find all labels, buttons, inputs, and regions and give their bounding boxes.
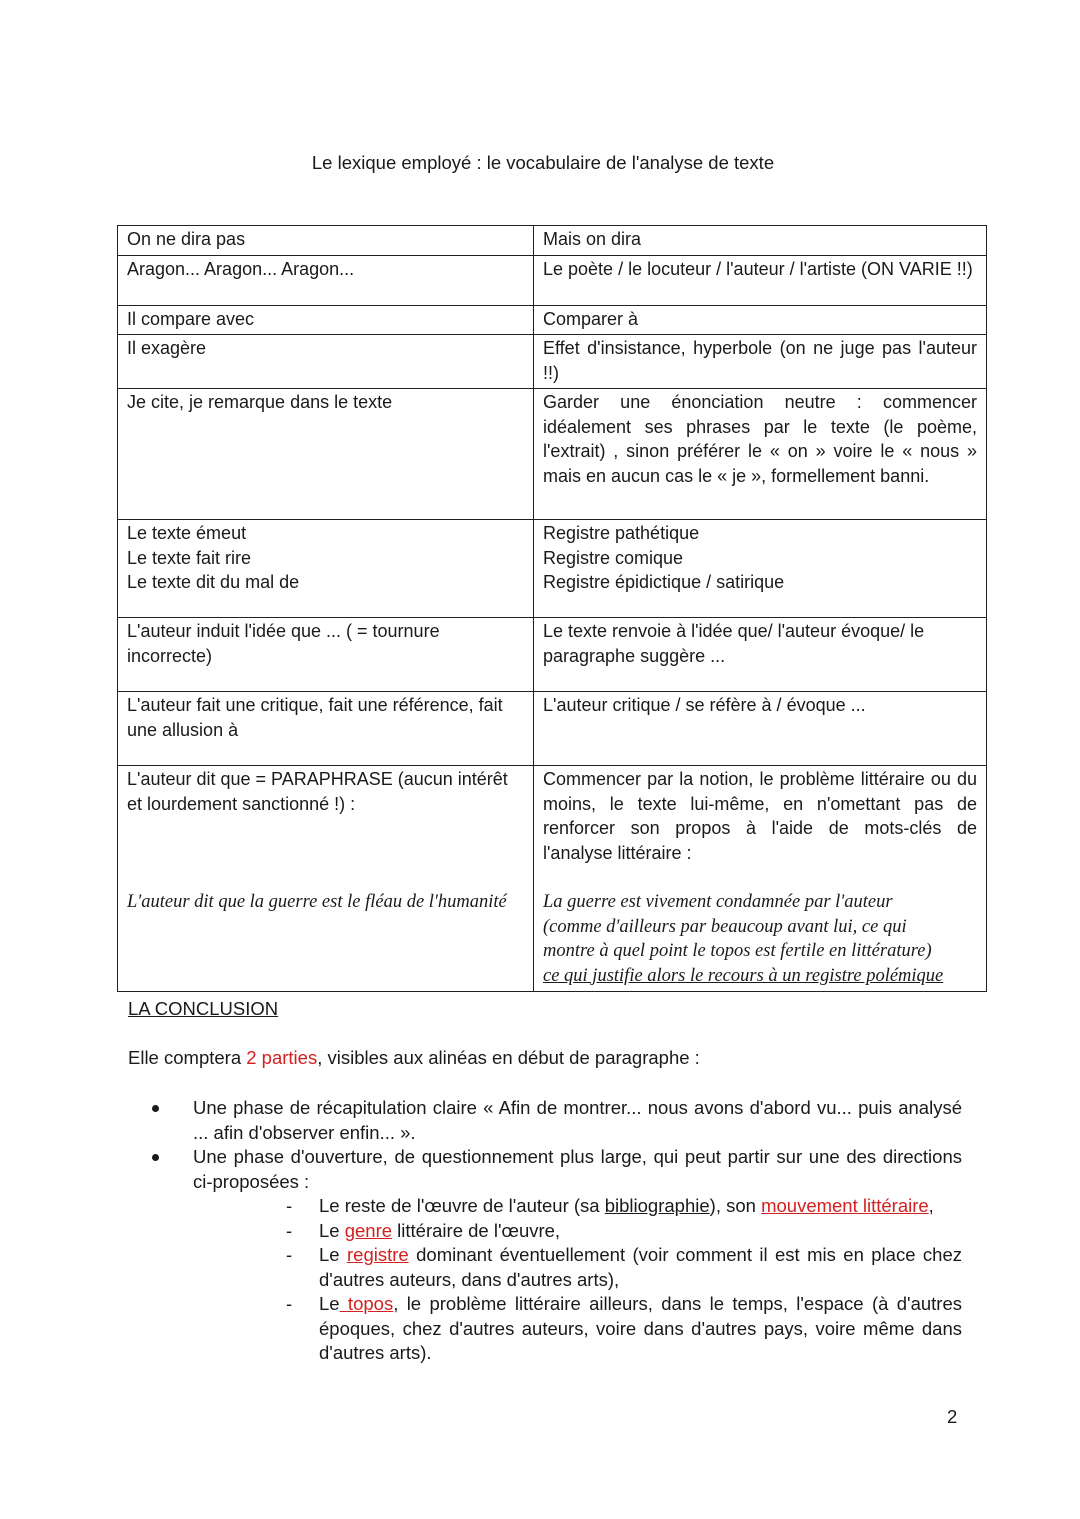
dash-marker: -: [286, 1195, 293, 1216]
table-row: [118, 618, 987, 692]
table-cell-right: Le poète / le locuteur / l'auteur / l'artiste (ON VARIE !!): [534, 255, 987, 305]
sub-list-item: - Le genre littéraire de l'œuvre,: [319, 1219, 962, 1244]
bullet-icon: [152, 1154, 159, 1161]
table-cell-left: Il exagère: [118, 335, 534, 389]
page-title: Le lexique employé : le vocabulaire de l'analyse de texte: [311, 152, 775, 173]
table-cell-left: L'auteur dit que = PARAPHRASE (aucun intérêt et lourdement sanctionné !) : L'auteur dit que la guerre est le fléau de l'humanité: [118, 766, 534, 992]
example-correct: La guerre est vivement condamnée par l'auteur (comme d'ailleurs par beaucoup avant lui, ce qui montre à quel point le topos est fertile en littérature) ce qui justifie alors le recours à un registre polémique: [543, 892, 944, 986]
sub-list-item: - Le registre dominant éventuellement (voir comment il est mis en place chez d'autres auteurs, dans d'autres arts),: [286, 1244, 963, 1290]
table-cell-left: Il compare avec: [118, 305, 534, 335]
table-row: [118, 692, 987, 766]
table-row: [118, 335, 987, 389]
table-header-right: Mais on dira: [534, 226, 987, 256]
table-cell-right: Effet d'insistance, hyperbole (on ne juge pas l'auteur !!): [534, 335, 987, 389]
table-cell-right: Comparer à: [534, 305, 987, 335]
list-item: Une phase de récapitulation claire « Afin de montrer... nous avons d'abord vu... puis analysé ... afin d'observer enfin... ».: [150, 1096, 962, 1145]
table-cell-left: Je cite, je remarque dans le texte: [118, 389, 534, 520]
table-row: [118, 255, 987, 305]
table-header-left: On ne dira pas: [118, 226, 534, 256]
section-title: LA CONCLUSION: [128, 998, 279, 1019]
table-cell-right: Registre pathétique Registre comique Registre épidictique / satirique: [534, 520, 987, 618]
example-wrong: L'auteur dit que la guerre est le fléau de l'humanité: [127, 892, 507, 912]
table-cell-left: Le texte émeut Le texte fait rire Le texte dit du mal de: [118, 520, 534, 618]
table-row: [118, 520, 987, 618]
dash-marker: -: [286, 1219, 293, 1241]
table-cell-right: Commencer par la notion, le problème littéraire ou du moins, le texte lui-même, en n'omettant pas de renforcer son propos à l'aide de mots-clés de l'analyse littéraire : La guerre est vivement condamnée par l'auteur (comme d'ailleurs par beaucoup avant lui, ce qui montre à quel point le topos est fertile en littérature) ce qui justifie alors le recours à un registre polémique: [534, 766, 987, 992]
dash-marker: -: [286, 1293, 293, 1314]
table-cell-right: L'auteur critique / se réfère à / évoque ...: [534, 692, 987, 766]
table-row: [118, 766, 987, 992]
table-cell-left: L'auteur fait une critique, fait une référence, fait une allusion à: [118, 692, 534, 766]
conclusion-intro: Elle comptera 2 parties, visibles aux alinéas en début de paragraphe :: [128, 1047, 700, 1068]
page-number: 2: [947, 1406, 958, 1427]
list-item: Une phase d'ouverture, de questionnement plus large, qui peut partir sur une des directions ci-proposées : - Le reste de l'œuvre de l'auteur (sa bibliographie), son mouvement littéraire, - Le genre littéraire de l'œuvre, - Le registre dominant éventuellement (voir comment il est mis en place chez d'autres auteurs, dans d'autres arts), - Le topos, le problème littéraire ailleurs, dans le temps, l'espace (à d'autres époques, chez d'autres auteurs, voire dans d'autres pays, voire même dans d'autres arts).: [150, 1145, 962, 1366]
dash-marker: -: [286, 1244, 293, 1265]
table-cell-left: L'auteur induit l'idée que ... ( = tournure incorrecte): [118, 618, 534, 692]
table-row: [118, 305, 987, 335]
sub-list: [193, 1194, 962, 1366]
vocabulary-table: [117, 225, 987, 992]
table-cell-right: Le texte renvoie à l'idée que/ l'auteur évoque/ le paragraphe suggère ...: [534, 618, 987, 692]
bullet-icon: [152, 1105, 159, 1112]
sub-list-item: - Le reste de l'œuvre de l'auteur (sa bibliographie), son mouvement littéraire,: [319, 1194, 962, 1219]
table-header-row: [118, 226, 987, 256]
sub-list-item: - Le topos, le problème littéraire ailleurs, dans le temps, l'espace (à d'autres époques, chez d'autres auteurs, voire dans d'autres pays, voire même dans d'autres arts).: [286, 1293, 962, 1363]
table-row: [118, 389, 987, 520]
table-cell-left: Aragon... Aragon... Aragon...: [118, 255, 534, 305]
table-cell-right: Garder une énonciation neutre : commencer idéalement ses phrases par le texte (le poème, l'extrait) , sinon préférer le « on » voire le « nous » mais en aucun cas le « je », formellement banni.: [534, 389, 987, 520]
conclusion-list: [150, 1096, 962, 1366]
